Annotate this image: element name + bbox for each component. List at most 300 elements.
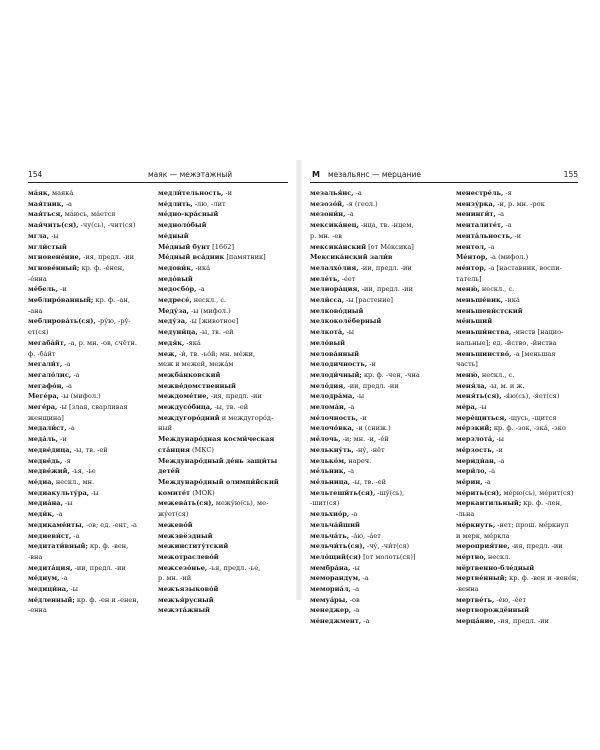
page-number: 154 (28, 170, 43, 179)
entry-gloss: нескл. (485, 552, 511, 561)
headword: мелалхо́лия, (310, 263, 359, 272)
dictionary-entry (28, 274, 140, 285)
entry-gloss: -а, р. мн. -ов, счётн. (66, 338, 137, 347)
headword: ме́диум, (28, 574, 60, 583)
headword: ме́рин, (456, 477, 483, 486)
dictionary-entry (158, 274, 286, 285)
headword: мёлочь, (310, 435, 341, 444)
dictionary-entry (310, 488, 434, 499)
left-page-header (28, 168, 288, 181)
dictionary-entry (456, 595, 580, 606)
dictionary-entry (456, 284, 580, 295)
headword: межотраслево́й (158, 552, 219, 561)
entry-gloss: -а (486, 242, 495, 251)
dictionary-entry (310, 520, 434, 531)
headword: межъязыково́й (158, 585, 219, 594)
entry-gloss: -а (63, 199, 72, 208)
entry-gloss: часть] (456, 360, 478, 369)
headword: меблиро́ванный; (28, 296, 94, 305)
right-page-header (310, 168, 578, 181)
headword: Междунаро́дный олимпи́йский (158, 477, 279, 486)
headword: менталите́т, (456, 221, 504, 230)
dictionary-entry (456, 520, 580, 531)
entry-gloss: -льна (456, 510, 475, 519)
headword: мелиора́ция, (310, 285, 360, 294)
headword: мело́вый (310, 338, 346, 347)
headword: медиакульту́ра, (28, 488, 90, 497)
entry-gloss: (МКС) (189, 445, 214, 454)
entry-gloss: -вна (28, 552, 43, 561)
dictionary-entry (158, 231, 286, 242)
entry-gloss: мáюсь, мáется (62, 210, 116, 219)
dictionary-entry (456, 477, 580, 488)
headword: мере́щиться, (456, 413, 507, 422)
dictionary-entry (158, 327, 286, 338)
dictionary-entry (158, 263, 286, 274)
headword: мероприя́тие, (456, 542, 510, 551)
dictionary-entry (456, 541, 580, 552)
entry-gloss: -ии, предл. -ии (358, 263, 412, 272)
dictionary-entry (310, 498, 434, 509)
headword: меньшинство́, (456, 349, 512, 358)
dictionary-entry (158, 466, 286, 477)
headword: медли́тельность, (158, 189, 224, 197)
entry-gloss: -венна (456, 585, 479, 594)
dictionary-entry (456, 306, 580, 317)
headword: мая́тник, (28, 199, 64, 208)
headword: медресе́, (158, 296, 192, 305)
headword: Меду́за, (158, 306, 189, 315)
dictionary-entry (28, 423, 140, 434)
dictionary-entry (310, 413, 434, 424)
entry-gloss: -а (63, 381, 72, 390)
entry-gloss: -ы (49, 231, 59, 240)
entry-gloss: -а (59, 574, 68, 583)
dictionary-entry (28, 531, 140, 542)
headword: меморандум, (310, 574, 361, 583)
headword: медита́ция, (28, 563, 73, 572)
entry-gloss: -а [меньшая (511, 349, 556, 358)
entry-gloss: кр. ф. -зок, -зка́, -зко (491, 424, 566, 433)
headword: межзвёздный (158, 531, 213, 540)
headword: мезалья́нс, (310, 189, 354, 197)
entry-gloss: -ии, предл. -ии (359, 285, 413, 294)
entry-gloss: -ы (494, 435, 505, 444)
entry-gloss: меж и межей, межа́м (158, 360, 234, 369)
headword: медуни́ца, (158, 328, 198, 337)
entry-gloss: -и; мн. -и, -е́й (340, 435, 389, 444)
dictionary-entry (456, 199, 580, 210)
dictionary-entry (310, 423, 434, 434)
dictionary-entry (158, 209, 286, 220)
headword: мелодра́ма, (310, 392, 355, 401)
dictionary-entry (310, 584, 434, 595)
headword: мегало́лис, (28, 370, 72, 379)
dictionary-entry (456, 509, 580, 520)
headword: межинститу́тский (158, 542, 229, 551)
dictionary-entry (28, 605, 140, 616)
headword: мегали́т, (28, 360, 63, 369)
dictionary-entry (158, 477, 286, 488)
dictionary-entry (158, 370, 286, 381)
entry-gloss: -е́ет (339, 274, 356, 283)
headword: меню́, (456, 370, 480, 379)
entry-gloss: ме́рю(сь), ме́рит(ся) (501, 488, 574, 497)
headword: менинги́т, (456, 210, 496, 219)
headword: ме́ра, (456, 403, 478, 412)
entry-gloss: -а (66, 424, 75, 433)
dictionary-entry (158, 199, 286, 210)
entry-gloss: нескл., с. (479, 285, 515, 294)
headword: мезозо́й, (310, 199, 345, 208)
entry-gloss: нескл., мн. (53, 477, 95, 486)
dictionary-entry (28, 402, 140, 413)
headword: междугоро́дний (158, 413, 220, 422)
dictionary-entry (310, 327, 434, 338)
headword: мёртвенно-бле́дный (456, 563, 535, 572)
dictionary-entry (310, 209, 434, 220)
dictionary-entry (28, 445, 140, 456)
running-head: маяк — межэтажный (148, 170, 233, 179)
entry-gloss: -и (57, 285, 67, 294)
headword: межево́й (158, 520, 193, 529)
dictionary-entry (28, 327, 140, 338)
headword: медови́к, (158, 263, 194, 272)
entry-gloss: -ия, предл. -ии (81, 253, 135, 262)
dictionary-entry (310, 391, 434, 402)
headword: ме́нтор, (456, 263, 487, 272)
dictionary-entry (28, 381, 140, 392)
headword: мельча́йший (310, 520, 360, 529)
dictionary-entry (158, 423, 286, 434)
entry-gloss: -и́, тв. -ьо́й; мн. ме́жи, (176, 349, 256, 358)
dictionary-entry (158, 563, 286, 574)
entry-gloss: -ья, предл. -ье, (207, 563, 261, 572)
headword: меня́ть(ся), (456, 392, 502, 401)
dictionary-entry (456, 391, 580, 402)
entry-gloss: -ы (350, 563, 360, 572)
dictionary-entry (456, 466, 580, 477)
entry-gloss: -ы, тв. -ей (212, 403, 249, 412)
dictionary-entry (456, 413, 580, 424)
dictionary-entry (456, 231, 580, 242)
dictionary-entry (158, 541, 286, 552)
dictionary-entry (28, 552, 140, 563)
headword: мегафо́н, (28, 381, 64, 390)
headword: дете́й (158, 467, 180, 476)
dictionary-entry (158, 359, 286, 370)
headword: мельтеши́ть(ся), (310, 488, 376, 497)
entry-gloss: -ы (477, 403, 487, 412)
dictionary-entry (28, 413, 140, 424)
entry-gloss: -и (512, 231, 522, 240)
entry-gloss: -инств [нацио- (511, 328, 564, 337)
dictionary-entry (28, 349, 140, 360)
header-rule (28, 182, 288, 183)
headword: менестре́ль, (456, 189, 504, 197)
entry-gloss: -нца, тв. -нцем, (358, 221, 414, 230)
dictionary-entry (456, 188, 580, 199)
dictionary-entry (456, 563, 580, 574)
dictionary-entry (28, 520, 140, 531)
entry-gloss: -а (486, 467, 496, 476)
dictionary-entry (158, 509, 286, 520)
dictionary-entry (28, 231, 140, 242)
headword: мерзлота́, (456, 435, 495, 444)
headword: ме́диа, (28, 477, 54, 486)
headword: ме́рить(ся), (456, 488, 502, 497)
column (28, 188, 140, 616)
entry-gloss: -и (58, 435, 67, 444)
dictionary-entry (456, 327, 580, 338)
entry-gloss: -ы, м. и ж. (486, 381, 525, 390)
entry-gloss: -а (503, 221, 512, 230)
headword: межъя́русный (158, 595, 214, 604)
entry-gloss: -чу́, -чи́т(ся) (364, 542, 410, 551)
dictionary-entry (310, 188, 434, 199)
entry-gloss: -а (196, 285, 205, 294)
headword: Междунаро́дная косми́ческая (158, 435, 275, 444)
dictionary-entry (158, 605, 286, 616)
entry-gloss: -и (357, 413, 367, 422)
dictionary-entry (456, 488, 580, 499)
headword: мелкоколёберный (310, 317, 382, 326)
entry-gloss: -ии, предл. -ии (345, 381, 399, 390)
headword: мериди́ан, (456, 456, 497, 465)
entry-gloss: -чу(сь), -чит(ся) (78, 221, 136, 230)
entry-gloss: -и (223, 189, 233, 197)
headword: ме́дный (158, 231, 189, 240)
dictionary-entry (310, 284, 434, 295)
entry-gloss: -а́ю, -а́ет (349, 531, 381, 540)
dictionary-entry (28, 595, 140, 606)
entry-gloss: кр. ф. -е́нен, (79, 263, 125, 272)
dictionary-entry (158, 434, 286, 445)
dictionary-entry (456, 381, 580, 392)
headword: Ме́нтор, (456, 253, 488, 262)
headword: меда́ль, (28, 435, 59, 444)
headword: ме́неджмент, (310, 617, 362, 626)
dictionary-entry (456, 584, 580, 595)
headword: ме́бель, (28, 285, 58, 294)
entry-gloss: -и (494, 445, 503, 454)
entry-gloss: -а (62, 360, 71, 369)
entry-gloss: жу́ет(ся) (158, 510, 189, 519)
dictionary-entry (28, 541, 140, 552)
entry-gloss: -а (482, 477, 491, 486)
entry-gloss: ет(ся) (28, 328, 49, 337)
entry-gloss: -лю, -лит (192, 199, 226, 208)
entry-gloss: -а (495, 210, 505, 219)
dictionary-entry (158, 520, 286, 531)
headword: мексика́нский (310, 242, 367, 251)
dictionary-entry (158, 306, 286, 317)
dictionary-entry (310, 316, 434, 327)
headword: ме́рзость, (456, 445, 495, 454)
entry-gloss: кр. ф. -вен, (87, 542, 129, 551)
headword: меньшеви́стский (456, 306, 523, 315)
entry-gloss: -ну́, -нёт (353, 445, 385, 454)
headword: меле́ть, (310, 274, 340, 283)
headword: меня́ла, (456, 381, 487, 390)
entry-gloss: -ы (89, 488, 99, 497)
headword: межэта́жный (158, 606, 210, 615)
dictionary-entry (310, 456, 434, 467)
dictionary-entry (28, 220, 140, 231)
headword: менеджер, (310, 606, 352, 615)
dictionary-entry (310, 295, 434, 306)
headword: мелочо́вка, (310, 424, 355, 433)
entry-gloss: -а (353, 189, 362, 197)
headword: мембра́на, (310, 563, 351, 572)
headword: мензу́рка, (456, 199, 496, 208)
dictionary-entry (28, 434, 140, 445)
headword: медя́к, (158, 338, 185, 347)
entry-gloss: -е́нна (28, 274, 47, 283)
entry-gloss: -ья, -ье (69, 467, 96, 476)
headword: мелова́нный (310, 349, 359, 358)
entry-gloss: -ия, предл. -ии (495, 617, 549, 626)
entry-gloss: -я (62, 456, 71, 465)
headword: междоме́тие, (158, 392, 209, 401)
dictionary-entry (310, 349, 434, 360)
dictionary-entry (456, 338, 580, 349)
headword: меньши́нства, (456, 328, 512, 337)
entry-gloss: -шу́(сь), (375, 488, 405, 497)
entry-gloss: -а (54, 510, 63, 519)
headword: мело́щий(ся) (310, 552, 362, 561)
entry-gloss: -а (351, 606, 360, 615)
entry-gloss: -ия, предл. -ии (208, 392, 262, 401)
entry-gloss: -ы (68, 585, 78, 594)
headword: мелько́м, (310, 456, 347, 465)
headword: мелодичность, (310, 360, 368, 369)
dictionary-entry (456, 456, 580, 467)
entry-gloss: нальные]; ед. -йство, -йнства (456, 338, 557, 347)
dictionary-entry (28, 466, 140, 477)
dictionary-entry (310, 381, 434, 392)
dictionary-entry (28, 477, 140, 488)
headword: меж, (158, 349, 177, 358)
dictionary-entry (310, 231, 434, 242)
dictionary-entry (28, 263, 140, 274)
dictionary-entry (158, 220, 286, 231)
dictionary-entry (158, 488, 286, 499)
dictionary-entry (310, 338, 434, 349)
entry-gloss: женщина] (28, 413, 64, 422)
dictionary-entry (158, 188, 286, 199)
headword: меблирова́ть(ся), (28, 317, 96, 326)
headword: ме́ртво, (456, 552, 486, 561)
column (456, 188, 580, 627)
headword: ме́ркнуть, (456, 520, 496, 529)
dictionary-entry (28, 509, 140, 520)
entry-gloss: -нет; прош. ме́ркнул (495, 520, 569, 529)
dictionary-entry (456, 616, 580, 627)
dictionary-entry (310, 563, 434, 574)
headword: ме́льник, (310, 467, 346, 476)
entry-gloss: -а (345, 467, 355, 476)
headword: мелоди́чный; (310, 370, 362, 379)
dictionary-entry (456, 434, 580, 445)
entry-gloss: -я (геол.) (344, 199, 378, 208)
dictionary-entry (158, 391, 286, 402)
headword: мельча́ть, (310, 531, 350, 540)
dictionary-entry (158, 498, 286, 509)
dictionary-entry (28, 359, 140, 370)
headword: ме́ньший (456, 317, 493, 326)
dictionary-entry (310, 616, 434, 627)
headword: ма́як, (28, 189, 50, 197)
dictionary-entry (158, 445, 286, 456)
dictionary-entry (456, 295, 580, 306)
entry-gloss: -ру́ю, -ру́- (95, 317, 131, 326)
dictionary-entry (456, 531, 580, 542)
entry-gloss: -ы (мифол.) (188, 306, 231, 315)
headword: межве́домственный (158, 381, 236, 390)
headword: мексика́нец, (310, 221, 359, 230)
headword: меду́за, (158, 317, 188, 326)
dictionary-entry (28, 370, 140, 381)
entry-gloss: -шит(ся) (310, 499, 340, 508)
entry-gloss: межу́ю(сь), ме- (213, 499, 269, 508)
dictionary-entry (28, 563, 140, 574)
dictionary-entry (28, 199, 140, 210)
entry-gloss: -ы, тв. -ей (197, 328, 234, 337)
entry-gloss: маяка́ (49, 189, 74, 197)
headword: ме́дленный; (28, 595, 75, 604)
headword: Ме́дный вса́дник (158, 253, 225, 262)
entry-gloss: нескл., с. (479, 370, 515, 379)
entry-gloss: -а (345, 210, 354, 219)
entry-gloss: ф. -ба́йт (28, 349, 56, 358)
dictionary-entry (158, 552, 286, 563)
entry-gloss: -ана (28, 306, 43, 315)
entry-gloss: -а (349, 510, 358, 519)
entry-gloss: -а (мифол.) (487, 253, 529, 262)
dictionary-entry (310, 605, 434, 616)
dictionary-entry (310, 509, 434, 520)
headword: мента́льность, (456, 231, 513, 240)
dictionary-entry (158, 595, 286, 606)
entry-gloss: -и (367, 360, 376, 369)
entry-gloss: -а [наставник, воспи- (486, 263, 562, 272)
column (310, 188, 434, 627)
dictionary-entry (456, 423, 580, 434)
entry-gloss: -ы [растение] (344, 296, 393, 305)
dictionary-entry (456, 359, 580, 370)
entry-gloss: и междугоро́д- (219, 413, 274, 422)
entry-gloss: кр. ф. -чен, -чна (361, 370, 420, 379)
dictionary-entry (28, 209, 140, 220)
entry-gloss: кр. ф. -ан, (93, 296, 130, 305)
dictionary-entry (158, 338, 286, 349)
headword: медиеви́ст, (28, 531, 72, 540)
dictionary-entry (456, 445, 580, 456)
dictionary-entry (456, 498, 580, 509)
headword: междусо́бица, (158, 403, 213, 412)
headword: межева́ть(ся), (158, 499, 214, 508)
dictionary-entry (310, 252, 434, 263)
entry-gloss: -а (346, 403, 355, 412)
dictionary-entry (456, 573, 580, 584)
dictionary-entry (456, 316, 580, 327)
entry-gloss: -щусь, -щится (506, 413, 557, 422)
headword: ста́нция (158, 445, 190, 454)
headword: мельхио́р, (310, 510, 350, 519)
headword: комите́т (158, 488, 191, 497)
headword: мертве́ть, (456, 595, 495, 604)
